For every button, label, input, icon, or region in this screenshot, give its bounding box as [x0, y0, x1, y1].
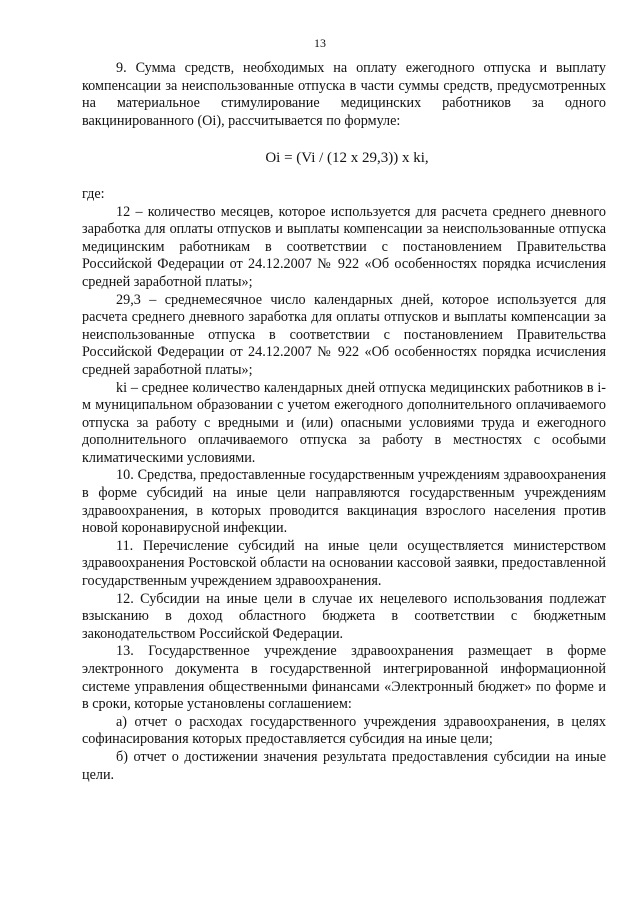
paragraph-13-a: а) отчет о расходах государственного учреждения здравоохранения, в целях софинасирования которых предоставляется субсидия на иные цели;: [82, 713, 606, 748]
document-body: [82, 60, 606, 784]
definition-12: 12 – количество месяцев, которое используется для расчета среднего дневного заработка для оплаты отпусков и выплаты компенсации за неиспользованные отпуска медицинским работникам в соответствии с постановлением Правительства Российской Федерации от 24.12.2007 № 922 «Об особенностях порядка исчисления средней заработной платы»;: [82, 203, 606, 290]
paragraph-10: 10. Средства, предоставленные государственным учреждениям здравоохранения в форме субсидий на иные цели направляются государственным учреждениям здравоохранения, в которых проводится вакцинация взрослого населения против новой коронавирусной инфекции.: [82, 467, 606, 537]
paragraph-11: 11. Перечисление субсидий на иные цели осуществляется министерством здравоохранения Ростовской области на основании кассовой заявки, предоставленной государственным учреждением здравоохранения.: [82, 537, 606, 590]
paragraph-13-b: б) отчет о достижении значения результата предоставления субсидии на иные цели.: [82, 748, 606, 783]
where-label: где:: [82, 185, 105, 202]
paragraph-13: 13. Государственное учреждение здравоохранения размещает в форме электронного документа в государственной интегрированной информационной системе управления общественными финансами «Электронный бюджет» по форме и в сроки, которые установлены соглашением:: [82, 643, 606, 713]
definition-29-3: 29,3 – среднемесячное число календарных дней, которое используется для расчета среднего дневного заработка для оплаты отпусков и выплаты компенсации за неиспользованные отпуска в соответствии с постановлением Правительства Российской Федерации от 24.12.2007 № 922 «Об особенностях порядка исчисления средней заработной платы»;: [82, 291, 606, 378]
paragraph-12: 12. Субсидии на иные цели в случае их нецелевого использования подлежат взысканию в доход областного бюджета в соответствии с бюджетным законодательством Российской Федерации.: [82, 590, 606, 642]
definition-ki: ki – среднее количество календарных дней отпуска медицинских работников в i-м муниципальном образовании с учетом ежегодного дополнительного оплачиваемого отпуска за работу с вредными и (или) опасными условиями труда и ежегодного дополнительного оплачиваемого отпуска за работу в местностях с особыми климатическими условиями.: [82, 379, 606, 466]
formula: Oi = (Vi / (12 x 29,3)) x ki,: [265, 150, 429, 167]
page-number: 13: [314, 36, 326, 50]
paragraph-9: 9. Сумма средств, необходимых на оплату ежегодного отпуска и выплату компенсации за неиспользованные отпуска в части суммы средств, предусмотренных на материальное стимулирование медицинских работников за одного вакцинированного (Oi), рассчитывается по формуле:: [82, 60, 606, 129]
